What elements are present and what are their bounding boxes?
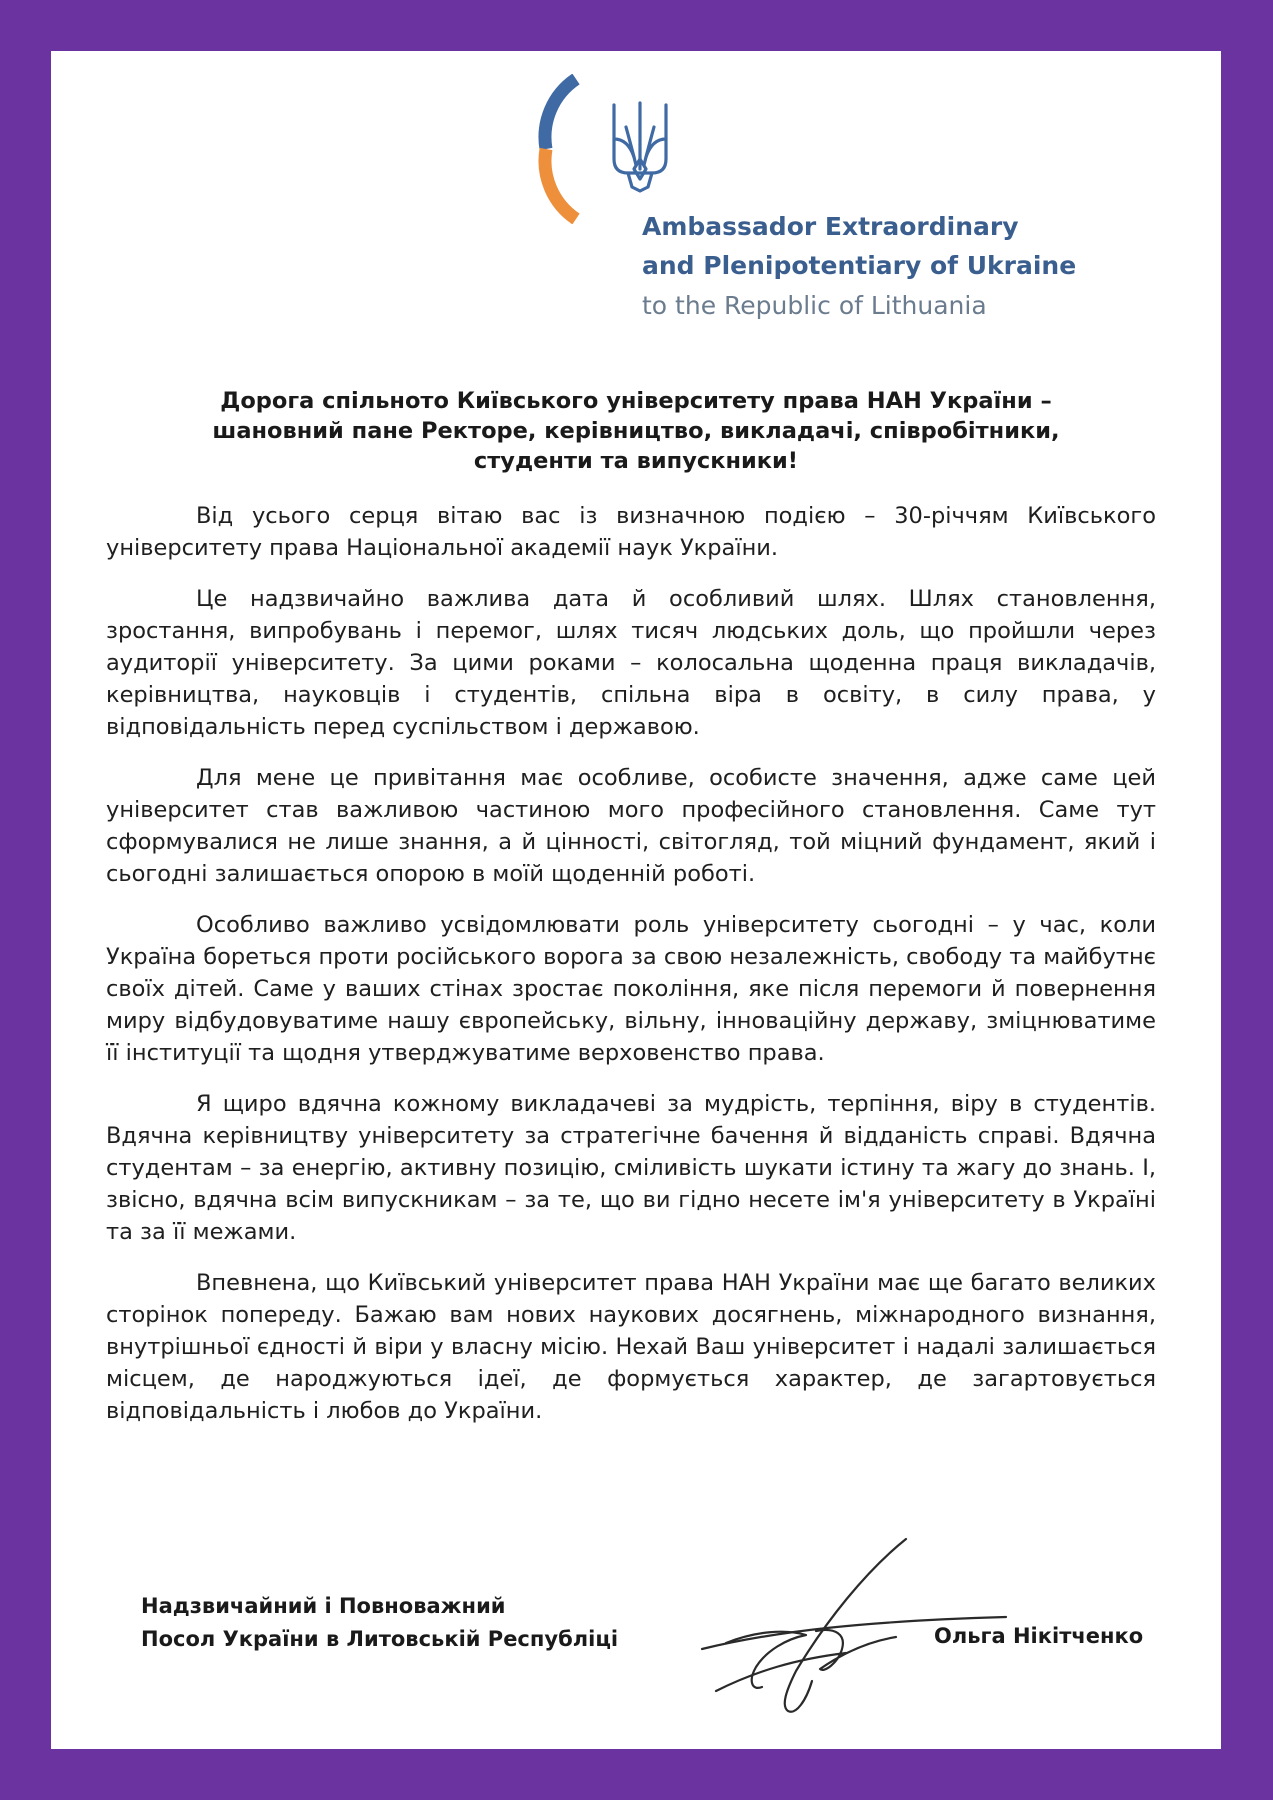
salutation-line: студенти та випускники! <box>473 448 799 474</box>
letterhead-title-line2: and Plenipotentiary of Ukraine <box>642 251 1077 280</box>
body-paragraph: Особливо важливо усвідомлювати роль університету сьогодні – у час, коли Україна бореться проти російського ворога за свою незалежність, свободу та майбутнє своїх дітей. Саме у ваших стінах зростає покоління, яке після перемоги й повернення миру відбудовуватиме нашу європейську, вільну, інноваційну державу, зміцнюватиме її інституції та щодня утверджуватиме верховенство права. <box>106 912 1157 1066</box>
body-paragraph: Впевнена, що Київський університет права НАН України має ще багато великих сторінок попереду. Бажаю вам нових наукових досягнень, міжнародного визнання, внутрішньої єдності й віри у власну місію. Нехай Ваш університет і надалі залишається місцем, де народжуються ідеї, де формується характер, де загартовується відповідальність і любов до України. <box>106 1270 1156 1424</box>
salutation-line: Дорога спільното Київського університету права НАН України – <box>220 388 1052 414</box>
salutation-line: шановний пане Ректоре, керівництво, викладачі, співробітники, <box>212 418 1060 444</box>
trident-emblem-icon <box>608 99 672 195</box>
logo-arc-icon <box>536 74 596 224</box>
body-paragraph: Для мене це привітання має особливе, особисте значення, адже саме цей університет став важливою частиною мого професійного становлення. Саме тут сформувалися не лише знання, а й цінності, світогляд, той міцний фундамент, який і сьогодні залишається опорою в моїй щоденній роботі. <box>106 765 1156 887</box>
signatory-title-line2: Посол України в Литовській Республіці <box>141 1627 619 1651</box>
letter-salutation <box>151 386 1121 476</box>
body-paragraph: Це надзвичайно важлива дата й особливий шлях. Шлях становлення, зростання, випробувань і перемог, шлях тисяч людських доль, що пройшли через аудиторії університету. За цими роками – колосальна щоденна праця викладачів, керівництва, науковців і студентів, спільна віра в освіту, в силу права, у відповідальність перед суспільством і державою. <box>106 586 1156 740</box>
signatory-title <box>141 1590 618 1656</box>
letterhead-title-line1: Ambassador Extraordinary <box>642 212 1019 241</box>
signatory-name: Ольга Нікітченко <box>934 1624 1144 1648</box>
letter-page <box>51 51 1221 1749</box>
body-paragraph: Я щиро вдячна кожному викладачеві за мудрість, терпіння, віру в студентів. Вдячна керівництву університету за стратегічне бачення й відданість справі. Вдячна студентам – за енергію, активну позицію, сміливість шукати істину та жагу до знань. І, звісно, вдячна всім випускникам – за те, що ви гідно несете ім'я університету в Україні та за її межами. <box>106 1091 1156 1245</box>
letter-body <box>106 500 1156 1446</box>
letterhead-subtitle: to the Republic of Lithuania <box>642 291 987 320</box>
signatory-title-line1: Надзвичайний і Повноважний <box>141 1594 506 1618</box>
body-paragraph: Від усього серця вітаю вас із визначною подією – 30-річчям Київського університету права Національної академії наук України. <box>106 503 1156 561</box>
